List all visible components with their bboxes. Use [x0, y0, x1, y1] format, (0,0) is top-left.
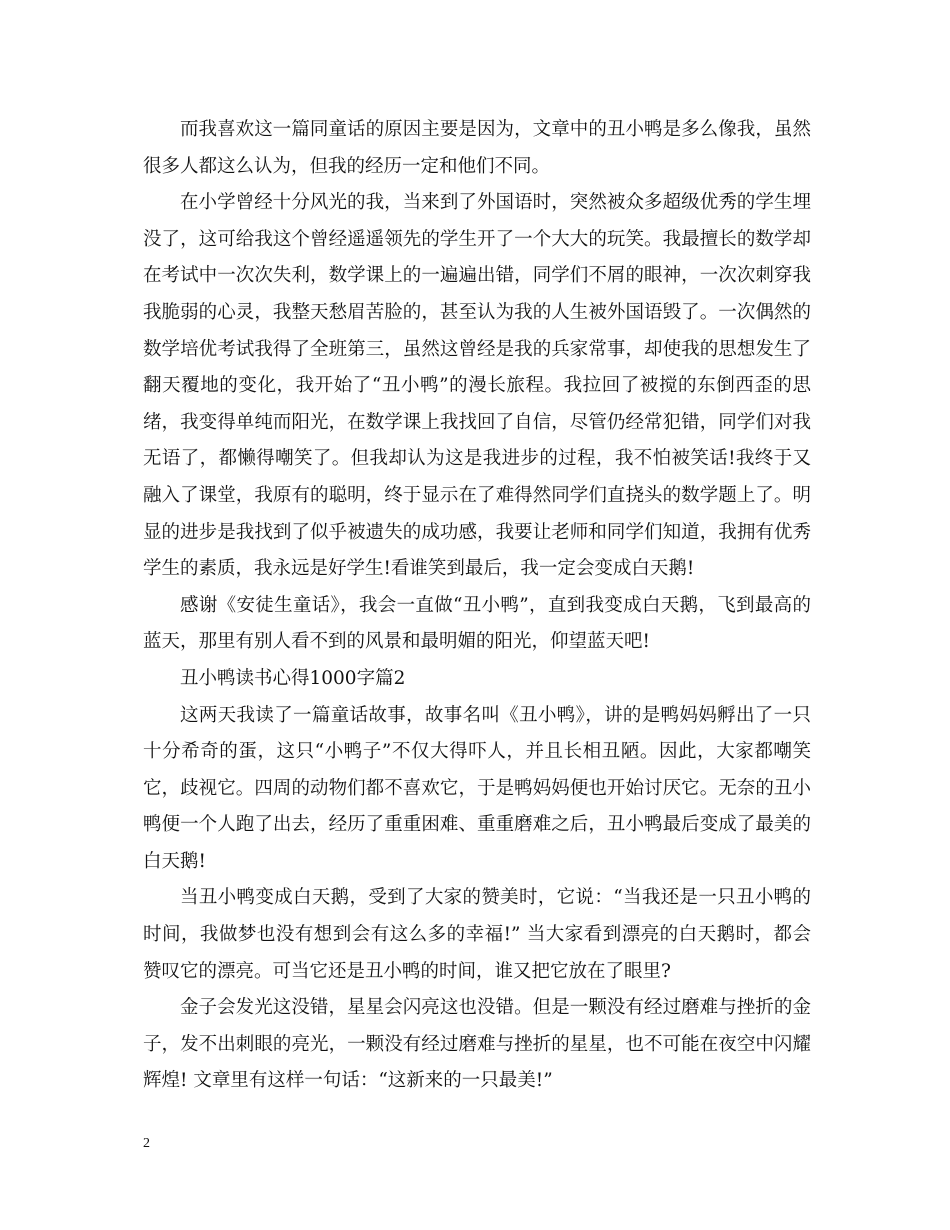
page-number: 2 — [143, 1136, 150, 1151]
paragraph-gold: 金子会发光这没错，星星会闪亮这也没错。但是一颗没有经过磨难与挫折的金子，发不出刺眼的亮光，一颗没有经过磨难与挫折的星星，也不可能在夜空中闪耀辉煌! 文章里有这样一句话：“这新来的一只最美!” — [143, 997, 811, 1092]
section-heading: 丑小鸭读书心得1000字篇2 — [180, 667, 406, 689]
paragraph-experience: 在小学曾经十分风光的我，当来到了外国语时，突然被众多超级优秀的学生埋没了，这可给我这个曾经遥遥领先的学生开了一个大大的玩笑。我最擅长的数学却在考试中一次次失利，数学课上的一遍遍出错，同学们不屑的眼神，一次次刺穿我我脆弱的心灵，我整天愁眉苦脸的，甚至认为我的人生被外国语毁了。一次偶然的数学培优考试我得了全班第三，虽然这曾经是我的兵家常事，却使我的思想发生了翻天覆地的变化，我开始了“丑小鸭”的漫长旅程。我拉回了被搅的东倒西歪的思绪，我变得单纯而阳光，在数学课上我找回了自信，尽管仍经常犯错，同学们对我无语了，都懒得嘲笑了。但我却认为这是我进步的过程，我不怕被笑话!我终于又融入了课堂，我原有的聪明，终于显示在了难得然同学们直挠头的数学题上了。明显的进步是我找到了似乎被遗失的成功感，我要让老师和同学们知道，我拥有优秀学生的素质，我永远是好学生!看谁笑到最后，我一定会变成白天鹅! — [143, 192, 811, 580]
document-body — [143, 112, 811, 1100]
paragraph-story: 这两天我读了一篇童话故事，故事名叫《丑小鸭》，讲的是鸭妈妈孵出了一只十分希奇的蛋，这只“小鸭子”不仅大得吓人，并且长相丑陋。因此，大家都嘲笑它，歧视它。四周的动物们都不喜欢它，于是鸭妈妈便也开始讨厌它。无奈的丑小鸭便一个人跑了出去，经历了重重困难、重重磨难之后，丑小鸭最后变成了最美的白天鹅! — [143, 704, 811, 872]
paragraph-reason: 而我喜欢这一篇同童话的原因主要是因为，文章中的丑小鸭是多么像我，虽然很多人都这么认为，但我的经历一定和他们不同。 — [143, 119, 811, 177]
paragraph-thanks: 感谢《安徒生童话》，我会一直做“丑小鸭”，直到我变成白天鹅，飞到最高的蓝天，那里有别人看不到的风景和最明媚的阳光，仰望蓝天吧! — [143, 594, 811, 653]
paragraph-praise: 当丑小鸭变成白天鹅，受到了大家的赞美时，它说：“当我还是一只丑小鸭的时间，我做梦也没有想到会有这么多的幸福!” 当大家看到漂亮的白天鹅时，都会赞叹它的漂亮。可当它还是丑小鸭的时间，谁又把它放在了眼里? — [143, 887, 811, 982]
